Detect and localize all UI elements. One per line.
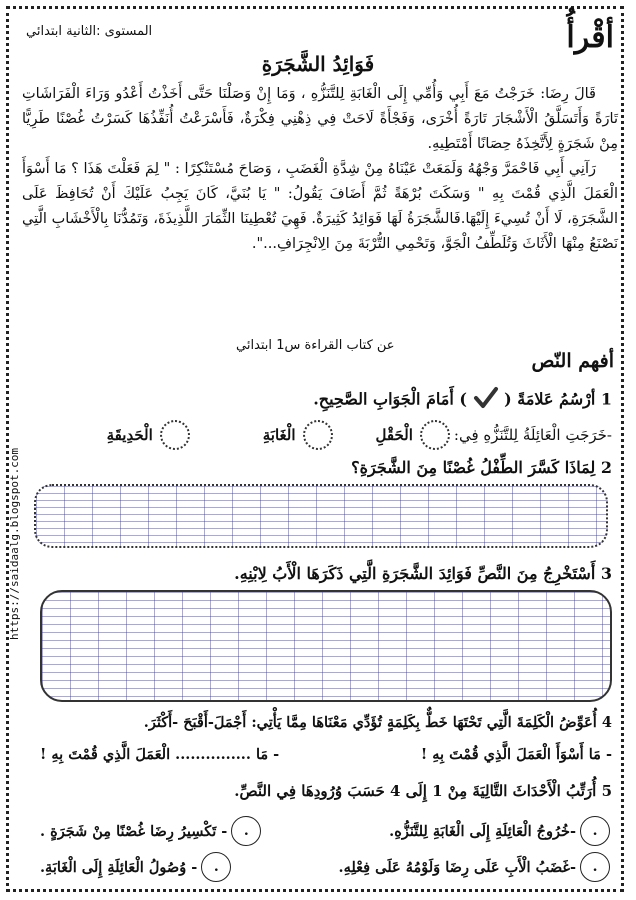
question-2-text: لِمَاذَا كَسَّرَ الطِّفْلُ غُصْنًا مِنَ الشَّجَرَةِ؟ <box>351 458 596 477</box>
event-4-text: - وُصُولُ الْعَائِلَةِ إِلَى الْغَابَةِ. <box>40 858 198 876</box>
section-title: أفهم النّص <box>531 350 614 372</box>
question-1-text-before: أرْسُمُ عَلامَةً ( <box>504 389 596 409</box>
question-1-lead: -خَرَجَتِ الْعَائِلَةُ لِلتَّنَزُّهِ فِي: <box>453 426 612 444</box>
question-5 <box>234 782 612 800</box>
event-4 <box>40 852 235 882</box>
order-circle-4[interactable]: . <box>201 852 231 882</box>
sentence-given: - مَا أَسْوَأَ الْعَمَلَ الَّذِي قُمْتَ بِهِ ! <box>420 746 612 763</box>
order-row-2 <box>40 852 614 882</box>
story-text <box>22 82 618 257</box>
event-3 <box>339 852 614 882</box>
order-row-1 <box>40 816 614 846</box>
side-url: https://saidaalg.blogspot.com <box>8 447 21 640</box>
question-2-number: 2 <box>600 458 612 477</box>
question-4-text: أُعَوِّضُ الْكَلِمَةَ الَّتِي تَحْتَهَا خَطٌّ بِكَلِمَةٍ تُؤَدِّي مَعْنَاهَا مِمَّا يَأْتِي: <box>251 714 597 731</box>
option-garden: الْحَدِيقَةِ <box>106 426 153 444</box>
story-paragraph-2: رَآنِي أَبِي فَاحْمَرَّ وَجْهُهُ وَلَمَعَتْ عَيْنَاهُ مِنْ شِدَّةِ الْغَضَبِ ، وَصَاحَ مُسْتَنْكِرًا : " لِمَ فَعَلْتَ هَذَا ؟ مَا أَسْوَأَ الْعَمَلَ الَّذِي قُمْتَ بِهِ " وَسَكَتَ بُرْهَةً ثُمَّ أَضَافَ يَقُولُ: " يَا بُنَيَّ، كَانَ يَجِبُ عَلَيْكَ أَنْ تُحَافِظَ عَلَى الشَّجَرَةِ، لَا أَنْ تُسِيءَ إِلَيْهَا.فَالشَّجَرَةُ لَهَا فَوَائِدُ كَثِيرَةٌ. فَهِيَ تُعْطِينَا الثِّمَارَ اللَّذِيذَةَ، وَتَمُدُّنَا بِالْأَخْشَابِ الَّتِي نَصْنَعُ مِنْهَا الْأَثَاثَ وَتُلَطِّفُ الْجَوَّ، وَتَحْمِي التُّرْبَةَ مِنَ الِانْجِرَافِ...". <box>22 161 618 252</box>
story-paragraph-1: قَالَ رِضَا: خَرَجْتُ مَعَ أَبِي وَأُمِّي إِلَى الْغَابَةِ لِلتَّنَزُّهِ ، وَمَا إِنْ وَصَلْنَا حَتَّى أَخَذْتُ أَعْدُو وَرَاءَ الْفَرَاشَاتِ تَارَةً وَأَتَسَلَّقُ الْأَشْجَارَ تَارَةً أُخْرَى، وَفَجْأَةً لَاحَتْ فِي ذِهْنِي فِكْرَةٌ، فَأَسْرَعْتُ أُنَفِّذُهَا كَسَرْتُ غُصْنًا طَرِيًّا مِنْ شَجَرَةٍ لِأَتَّخِذَهُ حِصَانًا أَمْتَطِيهِ. <box>22 86 618 152</box>
question-3-number: 3 <box>600 564 612 583</box>
event-2 <box>40 816 265 846</box>
question-5-number: 5 <box>601 782 612 800</box>
sentence-blank[interactable]: - مَا ............... الْعَمَلَ الَّذِي قُمْتَ بِهِ ! <box>40 746 280 763</box>
question-1-number: 1 <box>600 389 612 409</box>
question-3-text: أَسْتَخْرِجُ مِنَ النَّصِّ فَوَائِدَ الشَّجَرَةِ الَّتِي ذَكَرَهَا الْأَبُ لِابْنِهِ. <box>234 564 596 583</box>
event-1 <box>389 816 614 846</box>
question-1-choices <box>40 420 612 450</box>
question-4-number: 4 <box>601 714 612 731</box>
question-4 <box>144 714 612 731</box>
order-circle-1[interactable]: . <box>580 816 610 846</box>
question-1-text-after: ) أَمَامَ الْجَوَابِ الصَّحِيحِ. <box>313 389 467 409</box>
answer-circle-1[interactable] <box>420 420 450 450</box>
event-2-text: - تَكْسِيرُ رِضَا غُصْنًا مِنْ شَجَرَةٍ . <box>40 822 228 840</box>
question-3 <box>234 564 612 583</box>
question-4-sentences <box>40 746 612 763</box>
order-circle-3[interactable]: . <box>580 852 610 882</box>
check-mark-icon <box>473 386 499 414</box>
answer-box-3[interactable] <box>40 590 612 702</box>
lesson-title: فَوَائِدُ الشَّجَرَةِ <box>261 52 375 76</box>
question-2 <box>351 458 612 477</box>
level-label: المستوى :الثانية ابتدائي <box>26 24 153 39</box>
option-field: الْحَقْلِ <box>375 426 413 444</box>
question-4-choices: أَجْمَلَ-أَقْبَحَ -أَكْثَرَ. <box>143 714 247 731</box>
answer-circle-3[interactable] <box>160 420 190 450</box>
question-1 <box>313 386 612 414</box>
answer-box-2[interactable] <box>34 484 608 548</box>
option-forest: الْغَابَةِ <box>262 426 296 444</box>
order-circle-2[interactable]: . <box>231 816 261 846</box>
read-title: أقْرأُ <box>566 20 614 55</box>
question-5-text: أُرَتِّبُ الْأَحْدَاثَ التَّالِيَةَ مِنْ 1 إِلَى 4 حَسَبَ وُرُودِهَا فِي النَّصِّ. <box>234 782 597 800</box>
event-3-text: -غَضَبُ الْأَبِ عَلَى رِضَا وَلَوْمُهُ عَلَى فِعْلِهِ. <box>338 858 576 876</box>
answer-circle-2[interactable] <box>303 420 333 450</box>
event-1-text: -خُرُوجُ الْعَائِلَةِ إِلَى الْغَابَةِ لِلتَّنَزُّهِ. <box>389 822 576 840</box>
source-citation: عن كتاب القراءة س1 ابتدائي <box>236 338 395 353</box>
